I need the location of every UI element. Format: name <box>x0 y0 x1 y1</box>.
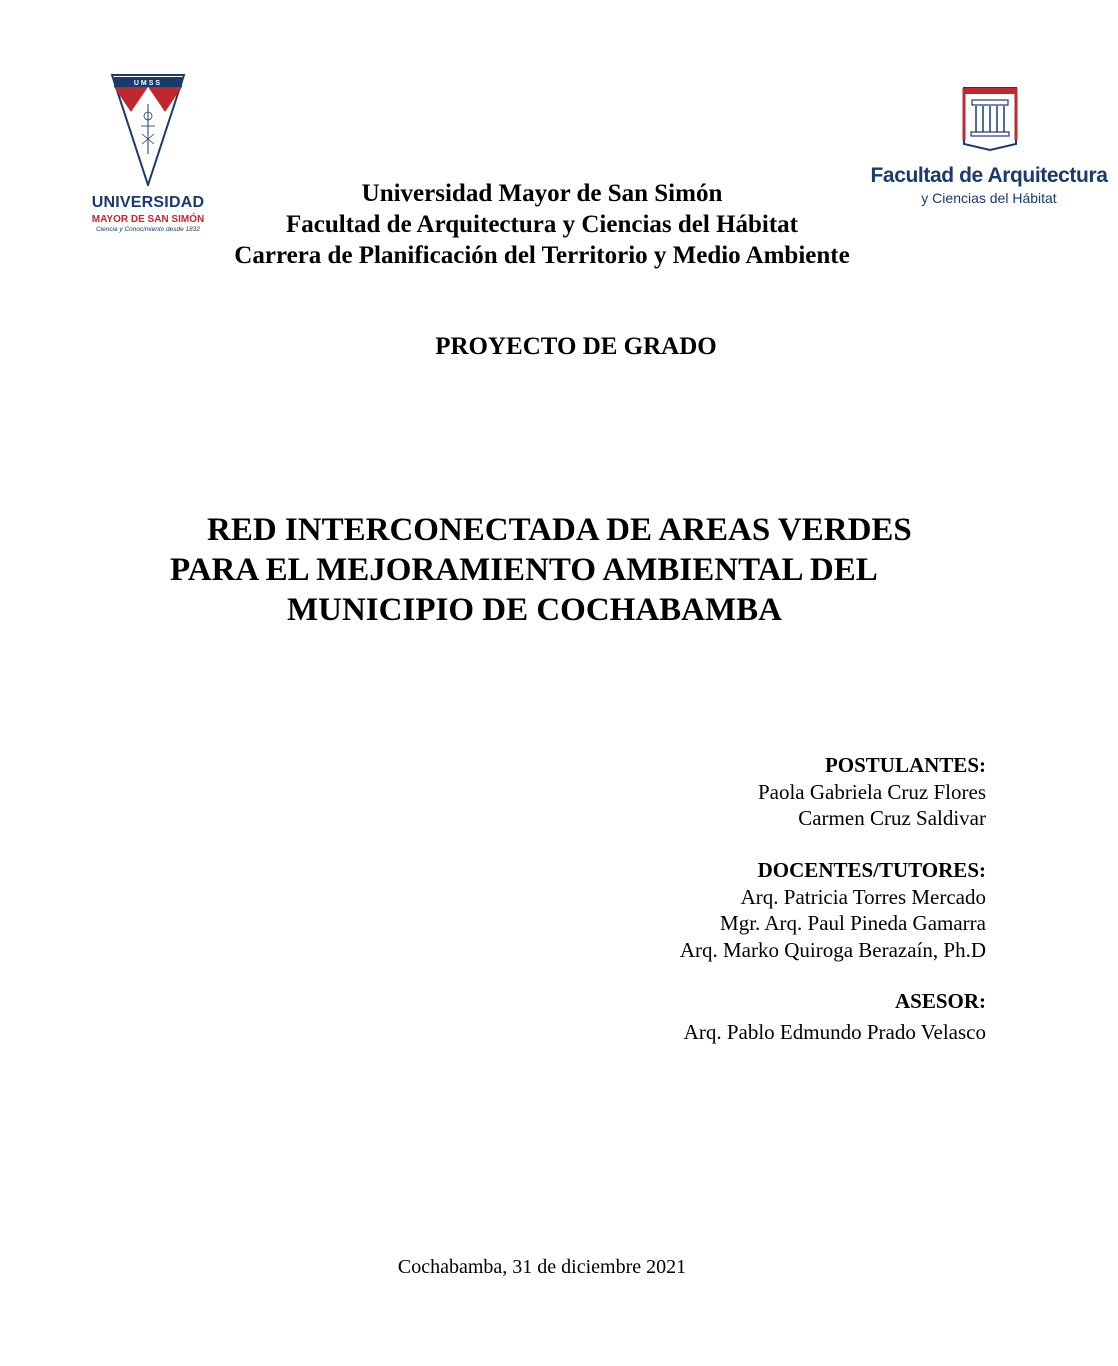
postulantes-heading: POSTULANTES: <box>824 753 986 777</box>
umss-shield-text: UMSS <box>133 80 163 87</box>
project-title-line3: MUNICIPIO DE COCHABAMBA <box>287 592 782 628</box>
faculty-logo-line2: y Ciencias del Hábitat <box>921 190 1057 206</box>
postulantes-section <box>386 752 986 832</box>
place-and-date: Cochabamba, 31 de diciembre 2021 <box>397 1256 687 1278</box>
postulante-name: Carmen Cruz Saldivar <box>798 806 986 830</box>
umss-shield-icon <box>111 74 185 186</box>
docentes-section <box>386 857 986 963</box>
asesor-name: Arq. Pablo Edmundo Prado Velasco <box>683 1019 986 1044</box>
project-title-line1: RED INTERCONECTADA DE AREAS VERDES <box>207 512 912 548</box>
project-title <box>100 510 1018 630</box>
docente-name: Mgr. Arq. Paul Pineda Gamarra <box>720 911 986 935</box>
umss-logo-line2: MAYOR DE SAN SIMÓN <box>91 214 205 225</box>
docente-name: Arq. Marko Quiroga Berazaín, Ph.D <box>679 937 986 962</box>
umss-logo-tagline: Ciencia y Conocimiento desde 1832 <box>95 226 201 233</box>
asesor-section <box>386 988 986 1045</box>
docente-name: Arq. Patricia Torres Mercado <box>740 884 986 909</box>
university-name: Universidad Mayor de San Simón <box>361 180 723 207</box>
career-name: Carrera de Planificación del Territorio y Medio Ambiente <box>234 242 850 269</box>
faculty-building-icon <box>960 84 1020 152</box>
docentes-heading: DOCENTES/TUTORES: <box>757 858 986 882</box>
document-type: PROYECTO DE GRADO <box>435 333 717 360</box>
asesor-heading: ASESOR: <box>894 989 986 1013</box>
institution-header <box>150 178 934 271</box>
project-title-line2: PARA EL MEJORAMIENTO AMBIENTAL DEL <box>170 552 878 588</box>
faculty-logo-line1: Facultad de Arquitectura <box>870 164 1108 187</box>
umss-logo-line1: UNIVERSIDAD <box>91 194 205 211</box>
faculty-name: Facultad de Arquitectura y Ciencias del Hábitat <box>285 211 799 238</box>
postulante-name: Paola Gabriela Cruz Flores <box>757 779 986 804</box>
